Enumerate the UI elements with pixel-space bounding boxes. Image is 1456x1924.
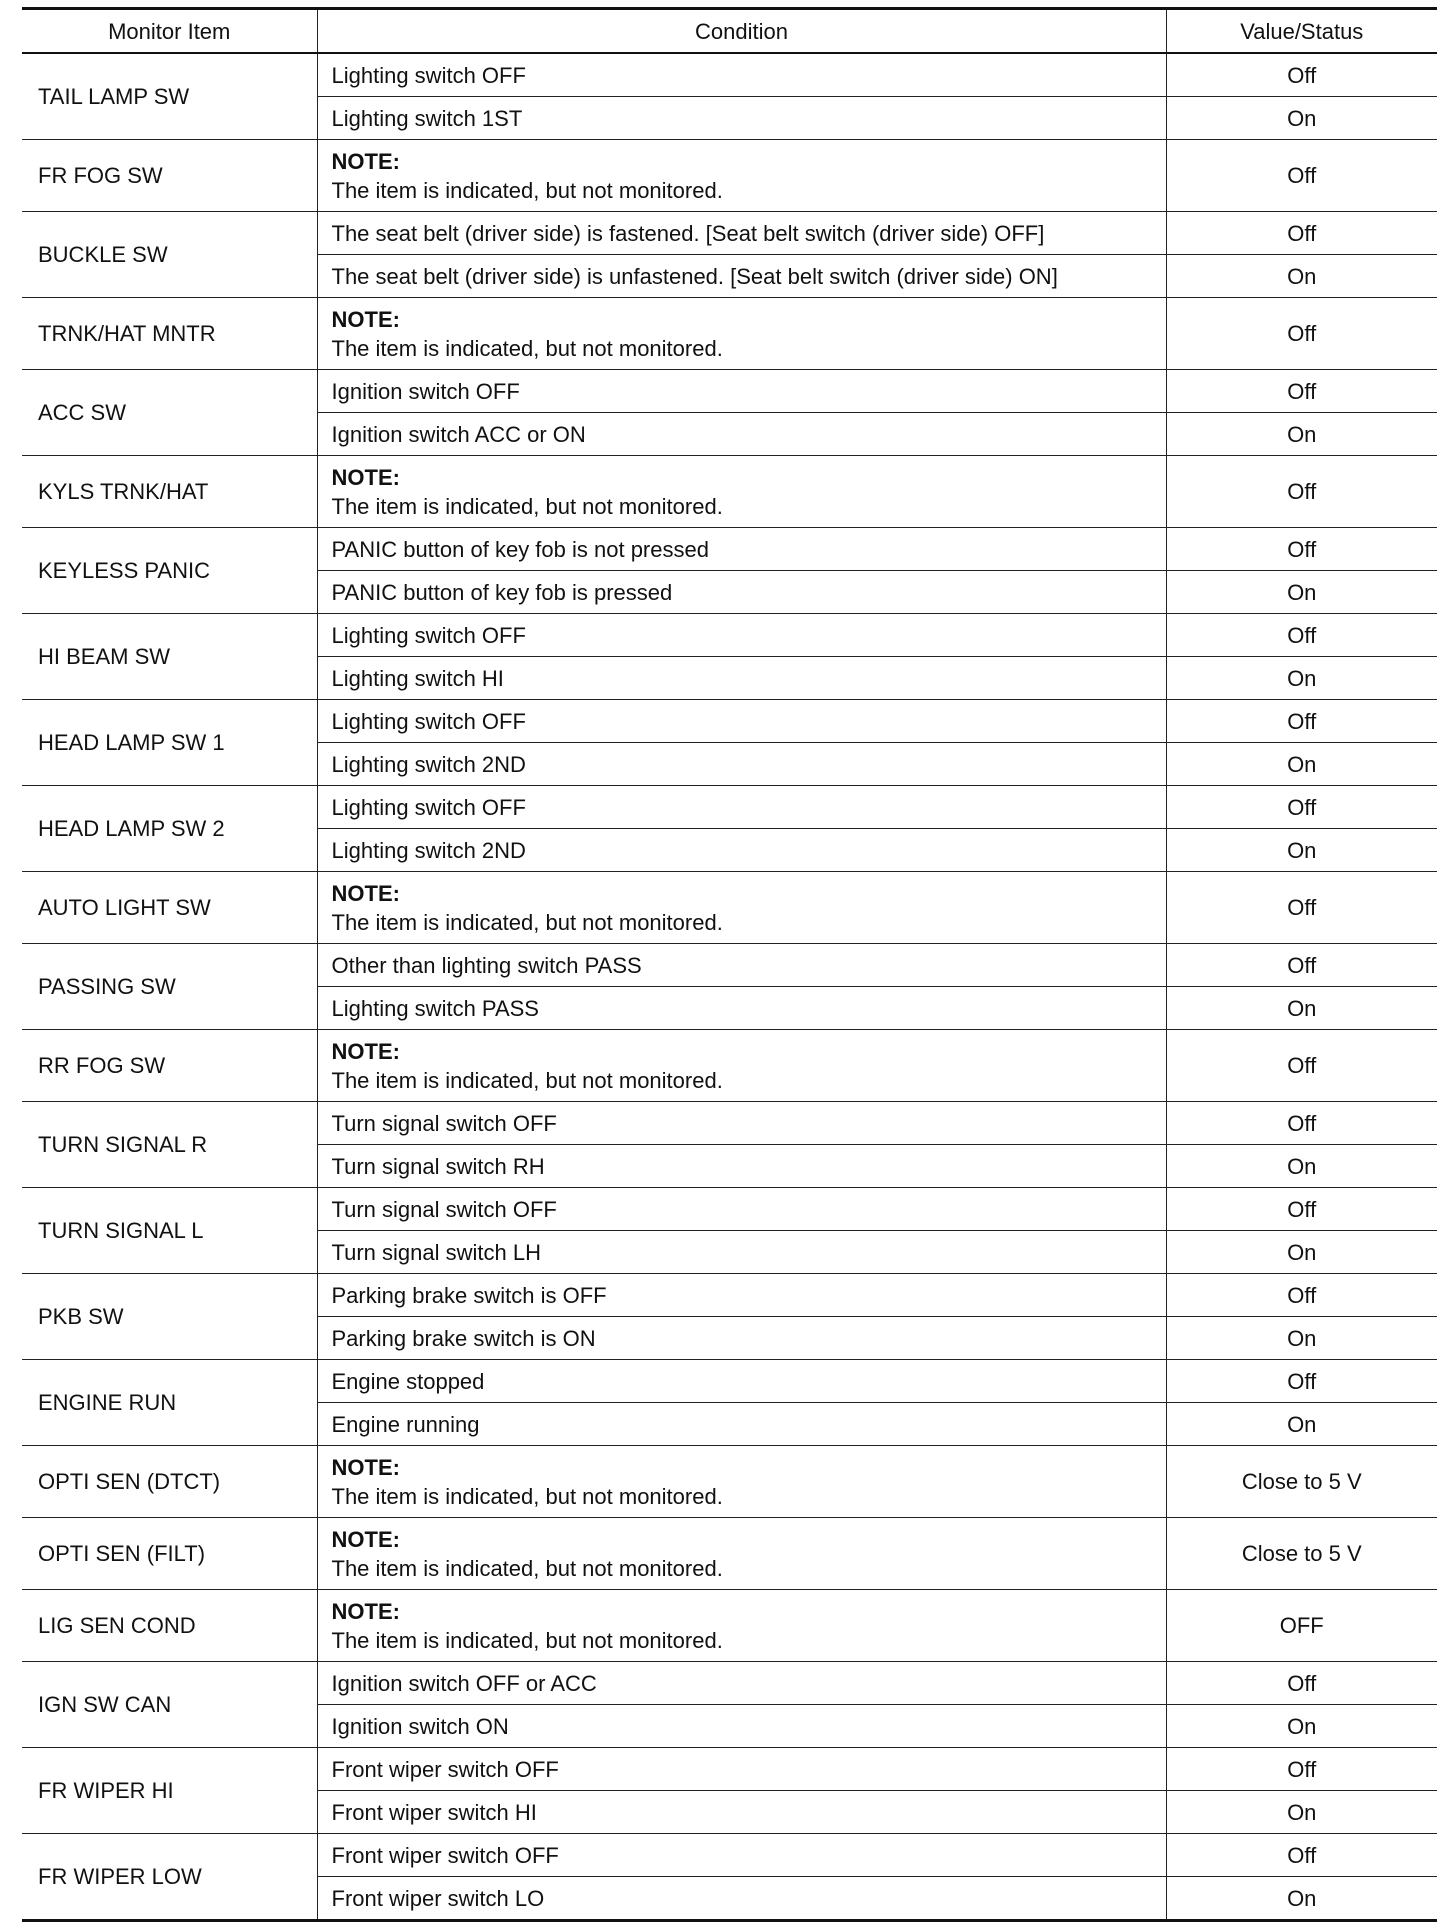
condition-cell: [317, 1446, 1166, 1518]
value-status-cell: On: [1166, 1705, 1437, 1748]
condition-cell: Ignition switch ON: [317, 1705, 1166, 1748]
monitor-item-cell: TAIL LAMP SW: [22, 53, 317, 140]
monitor-item-cell: KYLS TRNK/HAT: [22, 456, 317, 528]
note-label: NOTE:: [331, 148, 400, 174]
monitor-item-cell: BUCKLE SW: [22, 212, 317, 298]
value-status-cell: On: [1166, 413, 1437, 456]
value-status-cell: On: [1166, 987, 1437, 1030]
condition-cell: Lighting switch OFF: [317, 53, 1166, 97]
condition-cell: Lighting switch OFF: [317, 614, 1166, 657]
condition-text: The item is indicated, but not monitored.: [331, 1555, 723, 1581]
note-label: NOTE:: [331, 1038, 400, 1064]
monitor-item-cell: PKB SW: [22, 1274, 317, 1360]
condition-cell: Lighting switch OFF: [317, 786, 1166, 829]
condition-cell: Turn signal switch OFF: [317, 1188, 1166, 1231]
monitor-item-cell: FR FOG SW: [22, 140, 317, 212]
table-row: [22, 1662, 1437, 1705]
value-status-cell: Off: [1166, 786, 1437, 829]
condition-cell: Lighting switch 2ND: [317, 829, 1166, 872]
condition-cell: Lighting switch PASS: [317, 987, 1166, 1030]
table-row: [22, 700, 1437, 743]
monitor-item-cell: FR WIPER HI: [22, 1748, 317, 1834]
value-status-cell: OFF: [1166, 1590, 1437, 1662]
condition-text: The item is indicated, but not monitored.: [331, 1067, 723, 1093]
condition-cell: Turn signal switch RH: [317, 1145, 1166, 1188]
monitor-item-cell: HEAD LAMP SW 2: [22, 786, 317, 872]
value-status-cell: On: [1166, 571, 1437, 614]
condition-cell: [317, 1518, 1166, 1590]
condition-cell: Front wiper switch LO: [317, 1877, 1166, 1921]
table-row: [22, 1590, 1437, 1662]
monitor-item-cell: FR WIPER LOW: [22, 1834, 317, 1921]
table-row: [22, 1102, 1437, 1145]
value-status-cell: Off: [1166, 53, 1437, 97]
value-status-cell: Off: [1166, 700, 1437, 743]
table-row: [22, 1274, 1437, 1317]
value-status-cell: Off: [1166, 140, 1437, 212]
condition-cell: Turn signal switch LH: [317, 1231, 1166, 1274]
value-status-cell: On: [1166, 1231, 1437, 1274]
value-status-cell: On: [1166, 657, 1437, 700]
value-status-cell: Off: [1166, 1662, 1437, 1705]
table-row: [22, 1360, 1437, 1403]
condition-text: The item is indicated, but not monitored.: [331, 335, 723, 361]
condition-cell: Engine running: [317, 1403, 1166, 1446]
condition-cell: Ignition switch OFF or ACC: [317, 1662, 1166, 1705]
condition-cell: Engine stopped: [317, 1360, 1166, 1403]
table-row: [22, 140, 1437, 212]
monitor-item-cell: HI BEAM SW: [22, 614, 317, 700]
value-status-cell: On: [1166, 1317, 1437, 1360]
table-row: [22, 1446, 1437, 1518]
condition-cell: Ignition switch OFF: [317, 370, 1166, 413]
value-status-cell: On: [1166, 255, 1437, 298]
value-status-cell: Off: [1166, 1188, 1437, 1231]
condition-cell: [317, 1030, 1166, 1102]
table-header: [22, 9, 1437, 54]
monitor-item-cell: TURN SIGNAL L: [22, 1188, 317, 1274]
condition-cell: Turn signal switch OFF: [317, 1102, 1166, 1145]
condition-text: The item is indicated, but not monitored.: [331, 909, 723, 935]
monitor-item-cell: KEYLESS PANIC: [22, 528, 317, 614]
value-status-cell: On: [1166, 1877, 1437, 1921]
condition-cell: The seat belt (driver side) is unfastened. [Seat belt switch (driver side) ON]: [317, 255, 1166, 298]
condition-text: The item is indicated, but not monitored.: [331, 1483, 723, 1509]
condition-cell: [317, 456, 1166, 528]
monitor-item-cell: IGN SW CAN: [22, 1662, 317, 1748]
table-row: [22, 1518, 1437, 1590]
value-status-cell: On: [1166, 1791, 1437, 1834]
value-status-cell: Close to 5 V: [1166, 1518, 1437, 1590]
monitor-item-table: [22, 7, 1437, 1922]
monitor-item-cell: AUTO LIGHT SW: [22, 872, 317, 944]
value-status-cell: Off: [1166, 944, 1437, 987]
table-row: [22, 528, 1437, 571]
value-status-cell: Off: [1166, 1030, 1437, 1102]
value-status-cell: Off: [1166, 456, 1437, 528]
value-status-cell: Close to 5 V: [1166, 1446, 1437, 1518]
condition-cell: [317, 298, 1166, 370]
condition-cell: Lighting switch 1ST: [317, 97, 1166, 140]
condition-cell: PANIC button of key fob is pressed: [317, 571, 1166, 614]
condition-text: The item is indicated, but not monitored.: [331, 1627, 723, 1653]
value-status-cell: Off: [1166, 1748, 1437, 1791]
table-row: [22, 370, 1437, 413]
note-label: NOTE:: [331, 464, 400, 490]
value-status-cell: On: [1166, 829, 1437, 872]
monitor-item-cell: PASSING SW: [22, 944, 317, 1030]
condition-cell: PANIC button of key fob is not pressed: [317, 528, 1166, 571]
table-body: [22, 53, 1437, 1921]
value-status-cell: Off: [1166, 528, 1437, 571]
value-status-cell: Off: [1166, 1360, 1437, 1403]
table-row: [22, 212, 1437, 255]
value-status-cell: Off: [1166, 298, 1437, 370]
header-value-status: Value/Status: [1166, 9, 1437, 54]
table-row: [22, 1188, 1437, 1231]
note-label: NOTE:: [331, 306, 400, 332]
condition-cell: Parking brake switch is ON: [317, 1317, 1166, 1360]
table-row: [22, 298, 1437, 370]
condition-cell: [317, 872, 1166, 944]
value-status-cell: Off: [1166, 370, 1437, 413]
condition-cell: Parking brake switch is OFF: [317, 1274, 1166, 1317]
condition-cell: Ignition switch ACC or ON: [317, 413, 1166, 456]
monitor-item-cell: LIG SEN COND: [22, 1590, 317, 1662]
monitor-item-cell: HEAD LAMP SW 1: [22, 700, 317, 786]
monitor-item-cell: TURN SIGNAL R: [22, 1102, 317, 1188]
table-row: [22, 1748, 1437, 1791]
table-row: [22, 614, 1437, 657]
condition-cell: The seat belt (driver side) is fastened. [Seat belt switch (driver side) OFF]: [317, 212, 1166, 255]
monitor-item-cell: OPTI SEN (DTCT): [22, 1446, 317, 1518]
condition-cell: Lighting switch OFF: [317, 700, 1166, 743]
table-row: [22, 456, 1437, 528]
condition-cell: Lighting switch HI: [317, 657, 1166, 700]
header-row: [22, 9, 1437, 54]
value-status-cell: Off: [1166, 1102, 1437, 1145]
value-status-cell: Off: [1166, 1274, 1437, 1317]
note-label: NOTE:: [331, 1526, 400, 1552]
monitor-item-cell: TRNK/HAT MNTR: [22, 298, 317, 370]
table-row: [22, 944, 1437, 987]
condition-cell: Front wiper switch OFF: [317, 1834, 1166, 1877]
table-row: [22, 1030, 1437, 1102]
table-row: [22, 786, 1437, 829]
note-label: NOTE:: [331, 880, 400, 906]
value-status-cell: On: [1166, 97, 1437, 140]
header-monitor-item: Monitor Item: [22, 9, 317, 54]
value-status-cell: On: [1166, 743, 1437, 786]
condition-cell: [317, 1590, 1166, 1662]
condition-text: The item is indicated, but not monitored.: [331, 177, 723, 203]
value-status-cell: Off: [1166, 614, 1437, 657]
note-label: NOTE:: [331, 1454, 400, 1480]
condition-text: The item is indicated, but not monitored.: [331, 493, 723, 519]
value-status-cell: On: [1166, 1145, 1437, 1188]
condition-cell: [317, 140, 1166, 212]
condition-cell: Front wiper switch OFF: [317, 1748, 1166, 1791]
monitor-item-cell: ACC SW: [22, 370, 317, 456]
table-row: [22, 872, 1437, 944]
table-row: [22, 1834, 1437, 1877]
value-status-cell: On: [1166, 1403, 1437, 1446]
monitor-item-cell: OPTI SEN (FILT): [22, 1518, 317, 1590]
monitor-item-cell: RR FOG SW: [22, 1030, 317, 1102]
header-condition: Condition: [317, 9, 1166, 54]
table-row: [22, 53, 1437, 97]
note-label: NOTE:: [331, 1598, 400, 1624]
condition-cell: Front wiper switch HI: [317, 1791, 1166, 1834]
condition-cell: Lighting switch 2ND: [317, 743, 1166, 786]
monitor-item-cell: ENGINE RUN: [22, 1360, 317, 1446]
value-status-cell: Off: [1166, 212, 1437, 255]
condition-cell: Other than lighting switch PASS: [317, 944, 1166, 987]
value-status-cell: Off: [1166, 1834, 1437, 1877]
value-status-cell: Off: [1166, 872, 1437, 944]
